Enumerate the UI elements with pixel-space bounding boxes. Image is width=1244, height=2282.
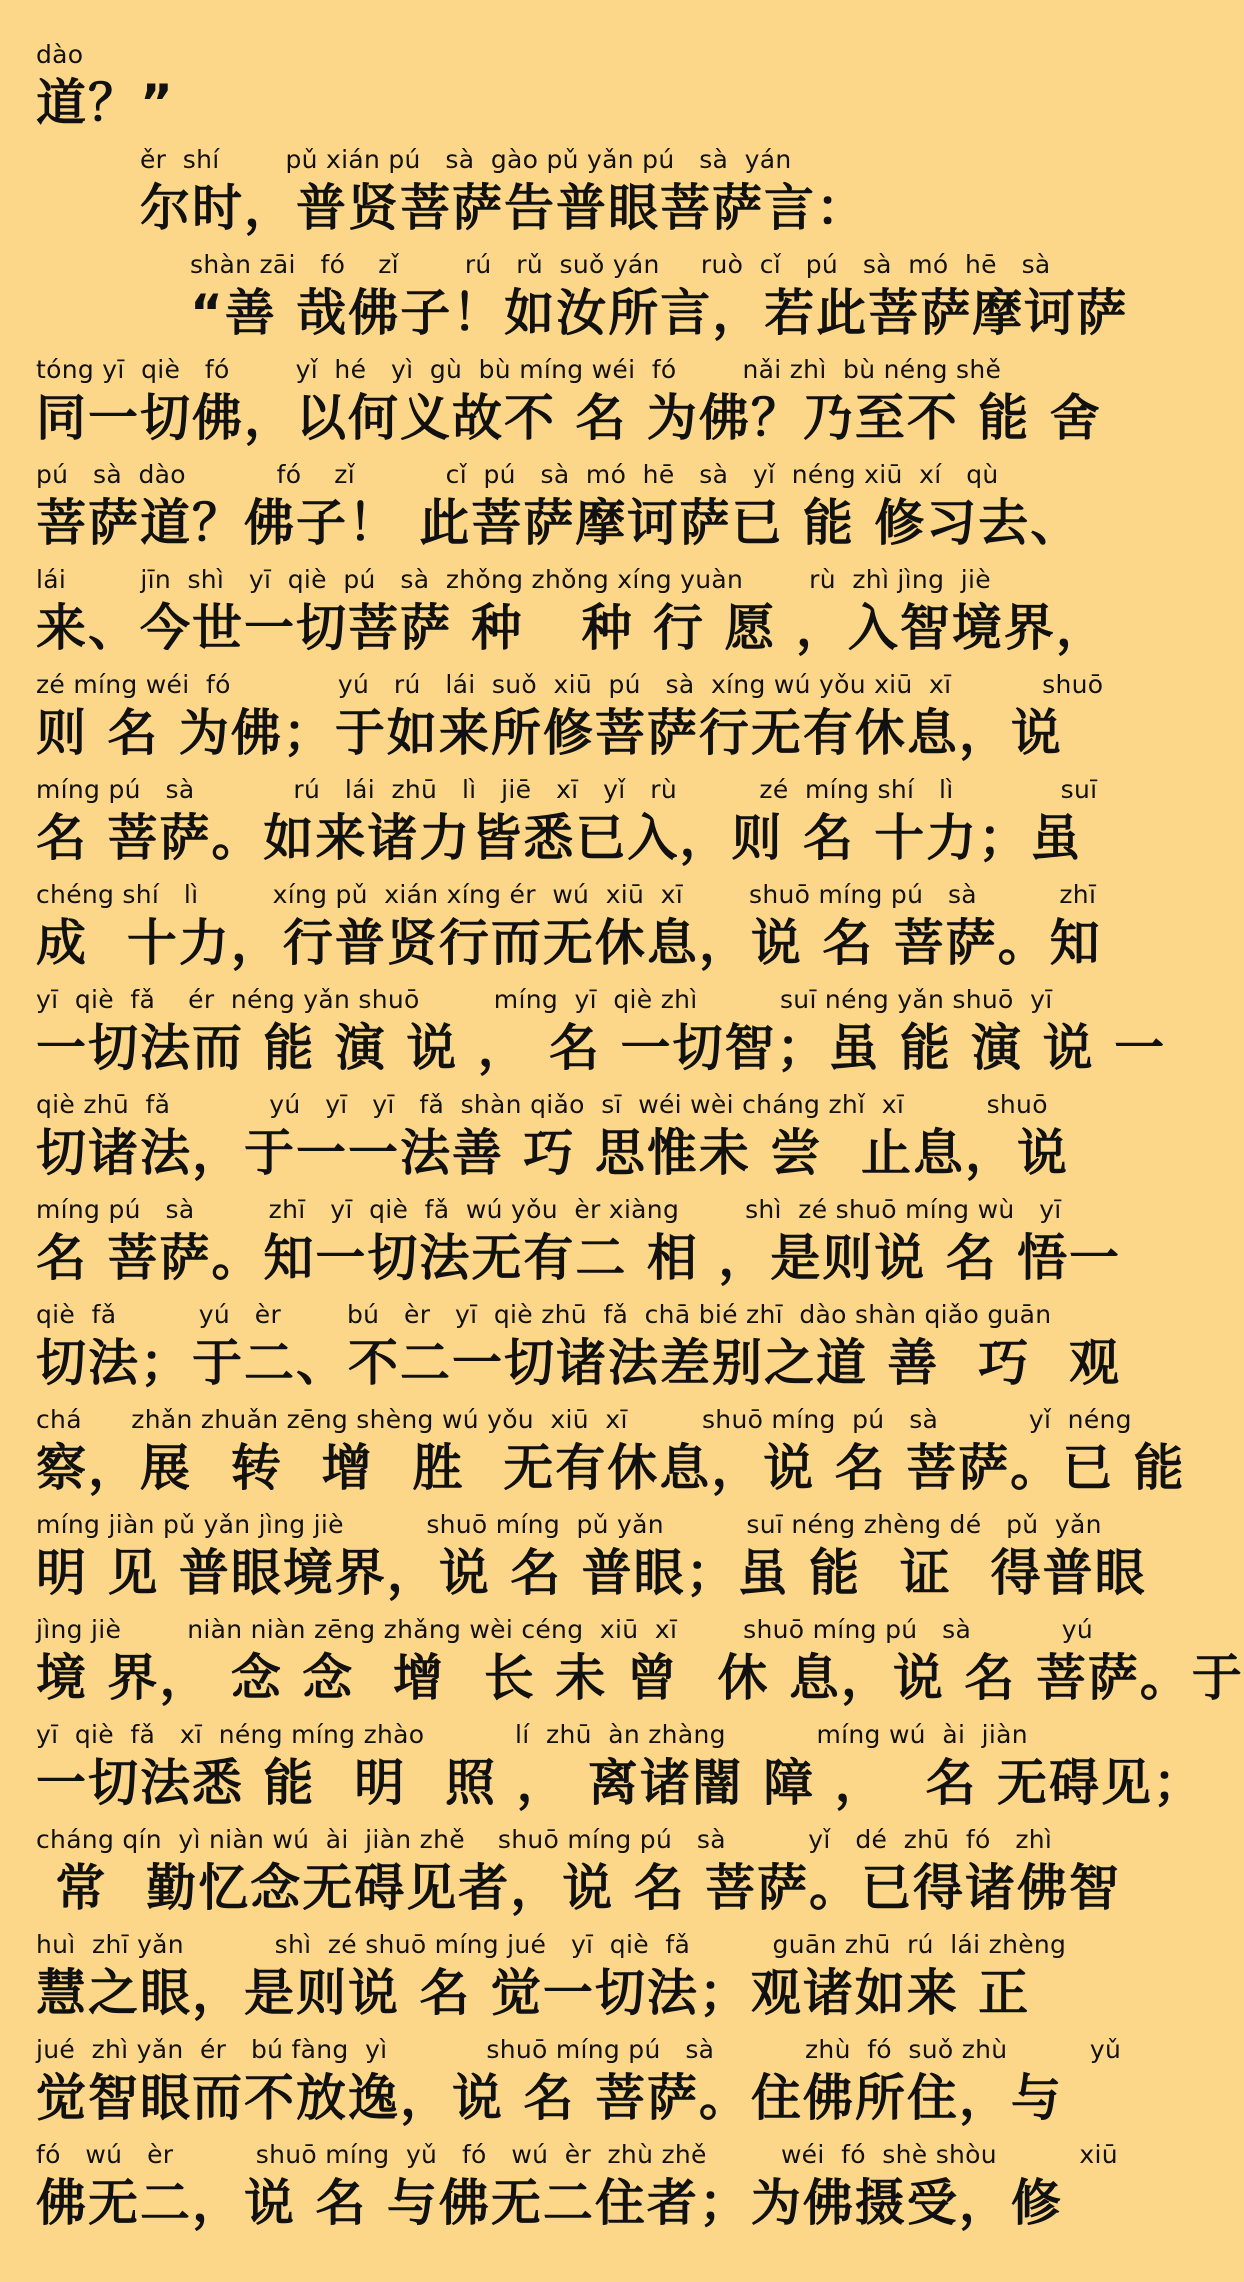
text-line-12 — [36, 1195, 1122, 1299]
chinese-text: 名 菩萨。知一切法无有二 相 ，是则说 名 悟一 — [36, 1229, 1122, 1287]
text-line-4 — [36, 355, 1102, 459]
text-line-18 — [36, 1825, 1122, 1929]
pinyin-annotation: shàn zāi fó zǐ rú rǔ suǒ yán ruò cǐ pú sà mó hē sà — [190, 250, 1051, 279]
chinese-text: 一切法而 能 演 说 ， 名 一切智；虽 能 演 说 一 — [36, 1019, 1167, 1077]
pinyin-annotation: fó wú èr shuō míng yǔ fó wú èr zhù zhě wéi fó shè shòu xiū — [36, 2140, 1118, 2169]
pinyin-annotation: huì zhī yǎn shì zé shuō míng jué yī qiè fǎ guān zhū rú lái zhèng — [36, 1930, 1067, 1959]
chinese-text: 道？” — [36, 74, 175, 132]
pinyin-annotation: míng pú sà zhī yī qiè fǎ wú yǒu èr xiàng shì zé shuō míng wù yī — [36, 1195, 1062, 1224]
text-line-8 — [36, 775, 1098, 879]
chinese-text: 佛无二，说 名 与佛无二住者；为佛摄受，修 — [36, 2174, 1063, 2232]
chinese-text: 慧之眼，是则说 名 觉一切法；观诸如来 正 — [36, 1964, 1031, 2022]
pinyin-annotation: míng pú sà rú lái zhū lì jiē xī yǐ rù zé míng shí lì suī — [36, 775, 1098, 804]
text-line-1 — [36, 40, 1046, 144]
pinyin-annotation: dào — [36, 40, 84, 69]
text-line-21 — [36, 2140, 1118, 2244]
pinyin-annotation: cháng qín yì niàn wú ài jiàn zhě shuō míng pú sà yǐ dé zhū fó zhì — [36, 1825, 1053, 1854]
pinyin-annotation: yī qiè fǎ xī néng míng zhào lí zhū àn zhàng míng wú ài jiàn — [36, 1720, 1028, 1749]
chinese-text: 则 名 为佛；于如来所修菩萨行无有休息，说 — [36, 704, 1063, 762]
text-line-15 — [36, 1510, 1147, 1614]
pinyin-annotation: chá zhǎn zhuǎn zēng shèng wú yǒu xiū xī shuō míng pú sà yǐ néng — [36, 1405, 1132, 1434]
text-line-19 — [36, 1930, 1067, 2034]
pinyin-annotation: tóng yī qiè fó yǐ hé yì gù bù míng wéi fó nǎi zhì bù néng shě — [36, 355, 1002, 384]
text-line-7 — [36, 670, 1104, 774]
chinese-text: 察，展 转 增 胜 无有休息，说 名 菩萨。已 能 — [36, 1439, 1186, 1497]
chinese-text: 觉智眼而不放逸，说 名 菩萨。住佛所住，与 — [36, 2069, 1063, 2127]
chinese-text: 菩萨道？佛子！ 此菩萨摩诃萨已 能 修习去、 — [36, 494, 1083, 552]
pinyin-annotation: qiè zhū fǎ yú yī yī fǎ shàn qiǎo sī wéi wèi cháng zhǐ xī shuō — [36, 1090, 1048, 1119]
text-line-9 — [36, 880, 1102, 984]
chinese-text: 名 菩萨。如来诸力皆悉已入，则 名 十力；虽 — [36, 809, 1083, 867]
text-line-11 — [36, 1090, 1070, 1194]
chinese-text: 成 十力，行普贤行而无休息，说 名 菩萨。知 — [36, 914, 1102, 972]
pinyin-annotation: zé míng wéi fó yú rú lái suǒ xiū pú sà xíng wú yǒu xiū xī shuō — [36, 670, 1104, 699]
pinyin-annotation: jìng jiè niàn niàn zēng zhǎng wèi céng xiū xī shuō míng pú sà yú — [36, 1615, 1094, 1644]
text-line-2 — [140, 145, 1046, 249]
chinese-text: 一切法悉 能 明 照 ， 离诸闇 障 ， 名 无碍见； — [36, 1754, 1205, 1812]
text-line-6 — [36, 565, 1108, 669]
text-line-10 — [36, 985, 1167, 1089]
text-line-20 — [36, 2035, 1122, 2139]
chinese-text: 尔时，普贤菩萨告普眼菩萨言： — [140, 179, 868, 237]
chinese-text: 切法；于二、不二一切诸法差别之道 善 巧 观 — [36, 1334, 1122, 1392]
text-line-13 — [36, 1300, 1122, 1404]
pinyin-annotation: pú sà dào fó zǐ cǐ pú sà mó hē sà yǐ néng xiū xí qù — [36, 460, 999, 489]
chinese-text: 来、今世一切菩萨 种 种 行 愿 ，入智境界， — [36, 599, 1108, 657]
text-line-14 — [36, 1405, 1186, 1509]
pinyin-annotation: ěr shí pǔ xián pú sà gào pǔ yǎn pú sà yán — [140, 145, 792, 174]
chinese-text: 切诸法，于一一法善 巧 思惟未 尝 止息，说 — [36, 1124, 1070, 1182]
pinyin-annotation: lái jīn shì yī qiè pú sà zhǒng zhǒng xíng yuàn rù zhì jìng jiè — [36, 565, 991, 594]
chinese-text: 同一切佛，以何义故不 名 为佛？乃至不 能 舍 — [36, 389, 1102, 447]
chinese-text: 明 见 普眼境界，说 名 普眼；虽 能 证 得普眼 — [36, 1544, 1147, 1602]
chinese-text: “善 哉佛子！如汝所言，若此菩萨摩诃萨 — [190, 284, 1129, 342]
text-line-17 — [36, 1720, 1205, 1824]
chinese-text: 境 界， 念 念 增 长 未 曾 休 息，说 名 菩萨。于 — [36, 1649, 1244, 1707]
pinyin-annotation: qiè fǎ yú èr bú èr yī qiè zhū fǎ chā bié zhī dào shàn qiǎo guān — [36, 1300, 1052, 1329]
pinyin-annotation: míng jiàn pǔ yǎn jìng jiè shuō míng pǔ yǎn suī néng zhèng dé pǔ yǎn — [36, 1510, 1102, 1539]
text-line-16 — [36, 1615, 1244, 1719]
text-line-3 — [190, 250, 1129, 354]
text-line-5 — [36, 460, 1083, 564]
pinyin-annotation: chéng shí lì xíng pǔ xián xíng ér wú xiū xī shuō míng pú sà zhī — [36, 880, 1097, 909]
pinyin-annotation: yī qiè fǎ ér néng yǎn shuō míng yī qiè zhì suī néng yǎn shuō yī — [36, 985, 1053, 1014]
pinyin-annotation: jué zhì yǎn ér bú fàng yì shuō míng pú sà zhù fó suǒ zhù yǔ — [36, 2035, 1122, 2064]
chinese-text: 常 勤忆念无碍见者，说 名 菩萨。已得诸佛智 — [36, 1859, 1122, 1917]
